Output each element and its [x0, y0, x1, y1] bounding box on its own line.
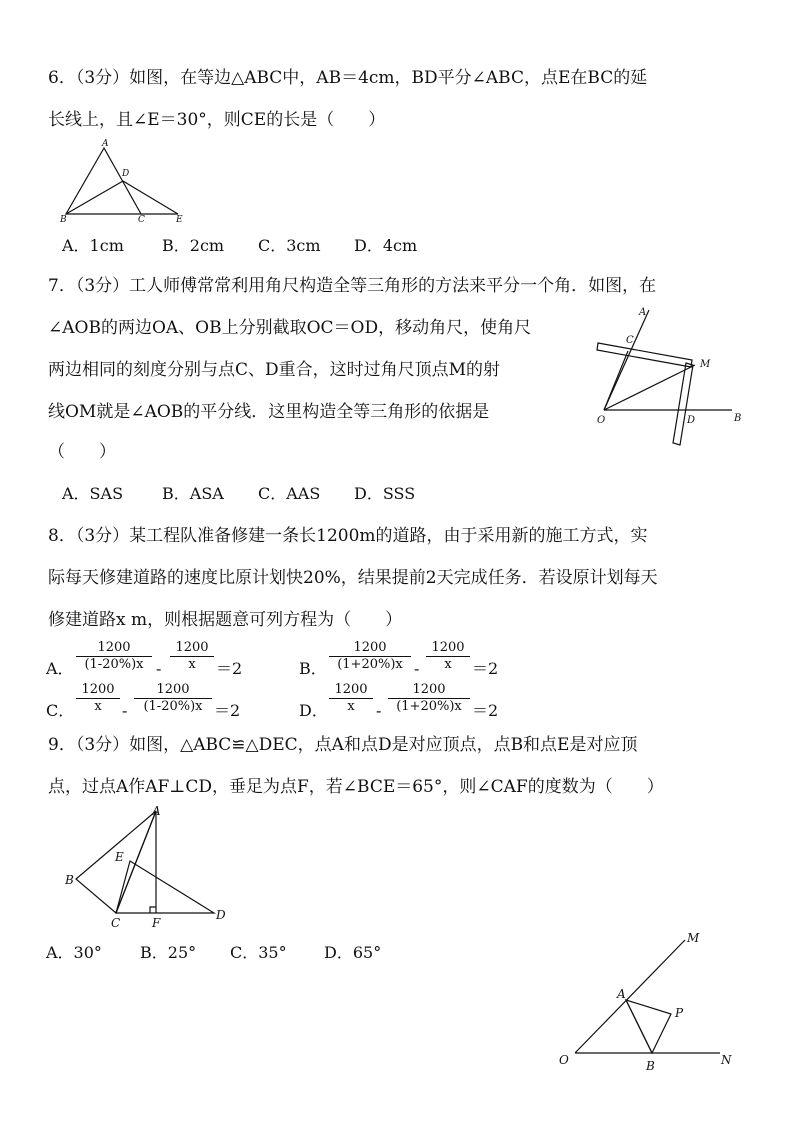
q8-option-a-fraction1: [76, 640, 152, 673]
q8-text-line2: 际每天修建道路的速度比原计划快20%，结果提前2天完成任务．若设原计划每天: [48, 568, 658, 588]
q7-option-a[interactable]: A．SAS: [62, 484, 124, 503]
q9-option-d[interactable]: D．65°: [324, 943, 382, 962]
q8-option-c-fraction2: [134, 682, 212, 715]
q7-label-b: B: [734, 413, 742, 424]
q7-square-arm-vertical: [673, 363, 696, 445]
q6-text-line2: 长线上，且∠E＝30°，则CE的长是（ ）: [48, 110, 386, 130]
q8-option-b-fraction1: [329, 640, 411, 673]
q7-figure: [592, 305, 752, 450]
q7-text-line4: 线OM就是∠AOB的平分线．这里构造全等三角形的依据是: [48, 402, 490, 422]
q8-option-b-denominator1: (1+20%)x: [337, 657, 403, 672]
q10-label-p: P: [675, 1006, 684, 1020]
q7-square-arm-horizontal: [597, 343, 692, 367]
q8-option-c-numerator2: 1200: [134, 682, 212, 699]
q8-option-c-fraction1: [76, 682, 120, 715]
q9-text-line2: 点，过点A作AF⊥CD，垂足为点F，若∠BCE＝65°，则∠CAF的度数为（ ）: [48, 777, 664, 797]
q9-option-c[interactable]: C．35°: [230, 943, 287, 962]
q9-label-b: B: [65, 873, 74, 887]
q8-option-c-label: C．: [46, 701, 75, 720]
q6-option-a[interactable]: A．1cm: [62, 236, 124, 255]
q6-label-c: C: [138, 215, 145, 225]
q8-option-b-minus: -: [414, 659, 420, 678]
q9-label-e: E: [115, 850, 124, 864]
q6-label-a: A: [102, 139, 109, 149]
q9-label-f: F: [152, 916, 161, 930]
q7-text-line2: ∠AOB的两边OA、OB上分别截取OC＝OD，移动角尺，使角尺: [48, 318, 532, 338]
q6-option-b[interactable]: B．2cm: [162, 236, 225, 255]
q8-option-d-numerator1: 1200: [329, 682, 373, 699]
q7-text-line3: 两边相同的刻度分别与点C、D重合，这时过角尺顶点M的射: [48, 360, 501, 380]
q8-option-c-denominator1: x: [94, 699, 102, 714]
q9-option-b[interactable]: B．25°: [140, 943, 197, 962]
q8-option-d-numerator2: 1200: [388, 682, 470, 699]
q8-option-d-fraction2: [388, 682, 470, 715]
q9-figure: [62, 805, 242, 930]
q8-option-a-numerator2: 1200: [170, 640, 214, 657]
q8-option-a-fraction2: [170, 640, 214, 673]
q8-option-b-numerator2: 1200: [426, 640, 470, 657]
q8-option-a-numerator1: 1200: [76, 640, 152, 657]
q7-label-m: M: [700, 359, 711, 370]
q8-option-c-denominator2: (1-20%)x: [143, 699, 203, 714]
q9-text-line1: 9．（3分）如图，△ABC≌△DEC，点A和点D是对应顶点，点B和点E是对应顶: [48, 735, 638, 755]
q6-option-d[interactable]: D．4cm: [354, 236, 418, 255]
q7-text-line5: （ ）: [48, 442, 116, 462]
q8-option-b-fraction2: [426, 640, 470, 673]
q8-option-c-numerator1: 1200: [76, 682, 120, 699]
q8-option-b-rhs: ＝2: [472, 659, 499, 678]
q6-segment-bd: [66, 181, 123, 214]
q8-option-a-denominator1: (1-20%)x: [84, 657, 144, 672]
q6-label-d: D: [122, 169, 130, 179]
q9-label-a: A: [152, 804, 161, 818]
q7-ray-om: [604, 365, 695, 410]
q10-label-a: A: [617, 987, 626, 1001]
q7-segment-oc-cm: [604, 351, 628, 410]
q10-label-b: B: [646, 1059, 655, 1073]
q8-option-d-fraction1: [329, 682, 373, 715]
q7-text-line1: 7．（3分）工人师傅常常利用角尺构造全等三角形的方法来平分一个角．如图，在: [48, 276, 657, 296]
q8-option-d-denominator1: x: [347, 699, 355, 714]
q8-option-d-label: D．: [299, 701, 328, 720]
q6-triangle-abc: [66, 148, 141, 214]
q7-option-c[interactable]: C．AAS: [258, 484, 321, 503]
q8-text-line3: 修建道路x m，则根据题意可列方程为（ ）: [48, 610, 403, 630]
q10-figure: [555, 928, 755, 1078]
q10-ray-om: [575, 940, 685, 1053]
q8-option-c-minus: -: [122, 701, 128, 720]
q6-label-e: E: [176, 215, 183, 225]
q8-option-c-rhs: ＝2: [214, 701, 241, 720]
q8-text-line1: 8．（3分）某工程队准备修建一条长1200m的道路，由于采用新的施工方式，实: [48, 526, 648, 546]
q6-option-c[interactable]: C．3cm: [258, 236, 321, 255]
q6-figure: [60, 140, 200, 225]
q8-option-b-denominator2: x: [444, 657, 452, 672]
q8-option-a-denominator2: x: [188, 657, 196, 672]
q7-option-b[interactable]: B．ASA: [162, 484, 224, 503]
q9-label-c: C: [111, 916, 121, 930]
q7-label-o: O: [597, 415, 606, 426]
q10-label-o: O: [559, 1053, 569, 1067]
q8-option-d-denominator2: (1+20%)x: [396, 699, 462, 714]
q7-label-d: D: [687, 415, 696, 426]
q9-triangle-dec: [116, 861, 214, 913]
q8-option-a-label: A．: [46, 659, 74, 678]
q8-option-d-minus: -: [376, 701, 382, 720]
q8-option-d-rhs: ＝2: [472, 701, 499, 720]
q8-option-b-label: B．: [299, 659, 327, 678]
q8-option-a-minus: -: [156, 659, 162, 678]
q8-option-a-rhs: ＝2: [216, 659, 243, 678]
q8-option-b-numerator1: 1200: [329, 640, 411, 657]
q6-text-line1: 6．（3分）如图，在等边△ABC中，AB＝4cm，BD平分∠ABC，点E在BC的延: [48, 68, 648, 88]
q10-label-n: N: [721, 1053, 732, 1067]
q10-label-m: M: [687, 931, 700, 945]
q9-label-d: D: [216, 908, 226, 922]
q6-label-b: B: [60, 215, 67, 225]
q9-right-angle-mark: [150, 907, 156, 913]
q7-label-a: A: [639, 307, 647, 318]
q10-triangle-apb: [626, 1000, 671, 1053]
q7-ray-oa: [604, 310, 649, 410]
q7-option-d[interactable]: D．SSS: [354, 484, 416, 503]
q7-label-c: C: [626, 335, 634, 346]
q9-option-a[interactable]: A．30°: [46, 943, 102, 962]
